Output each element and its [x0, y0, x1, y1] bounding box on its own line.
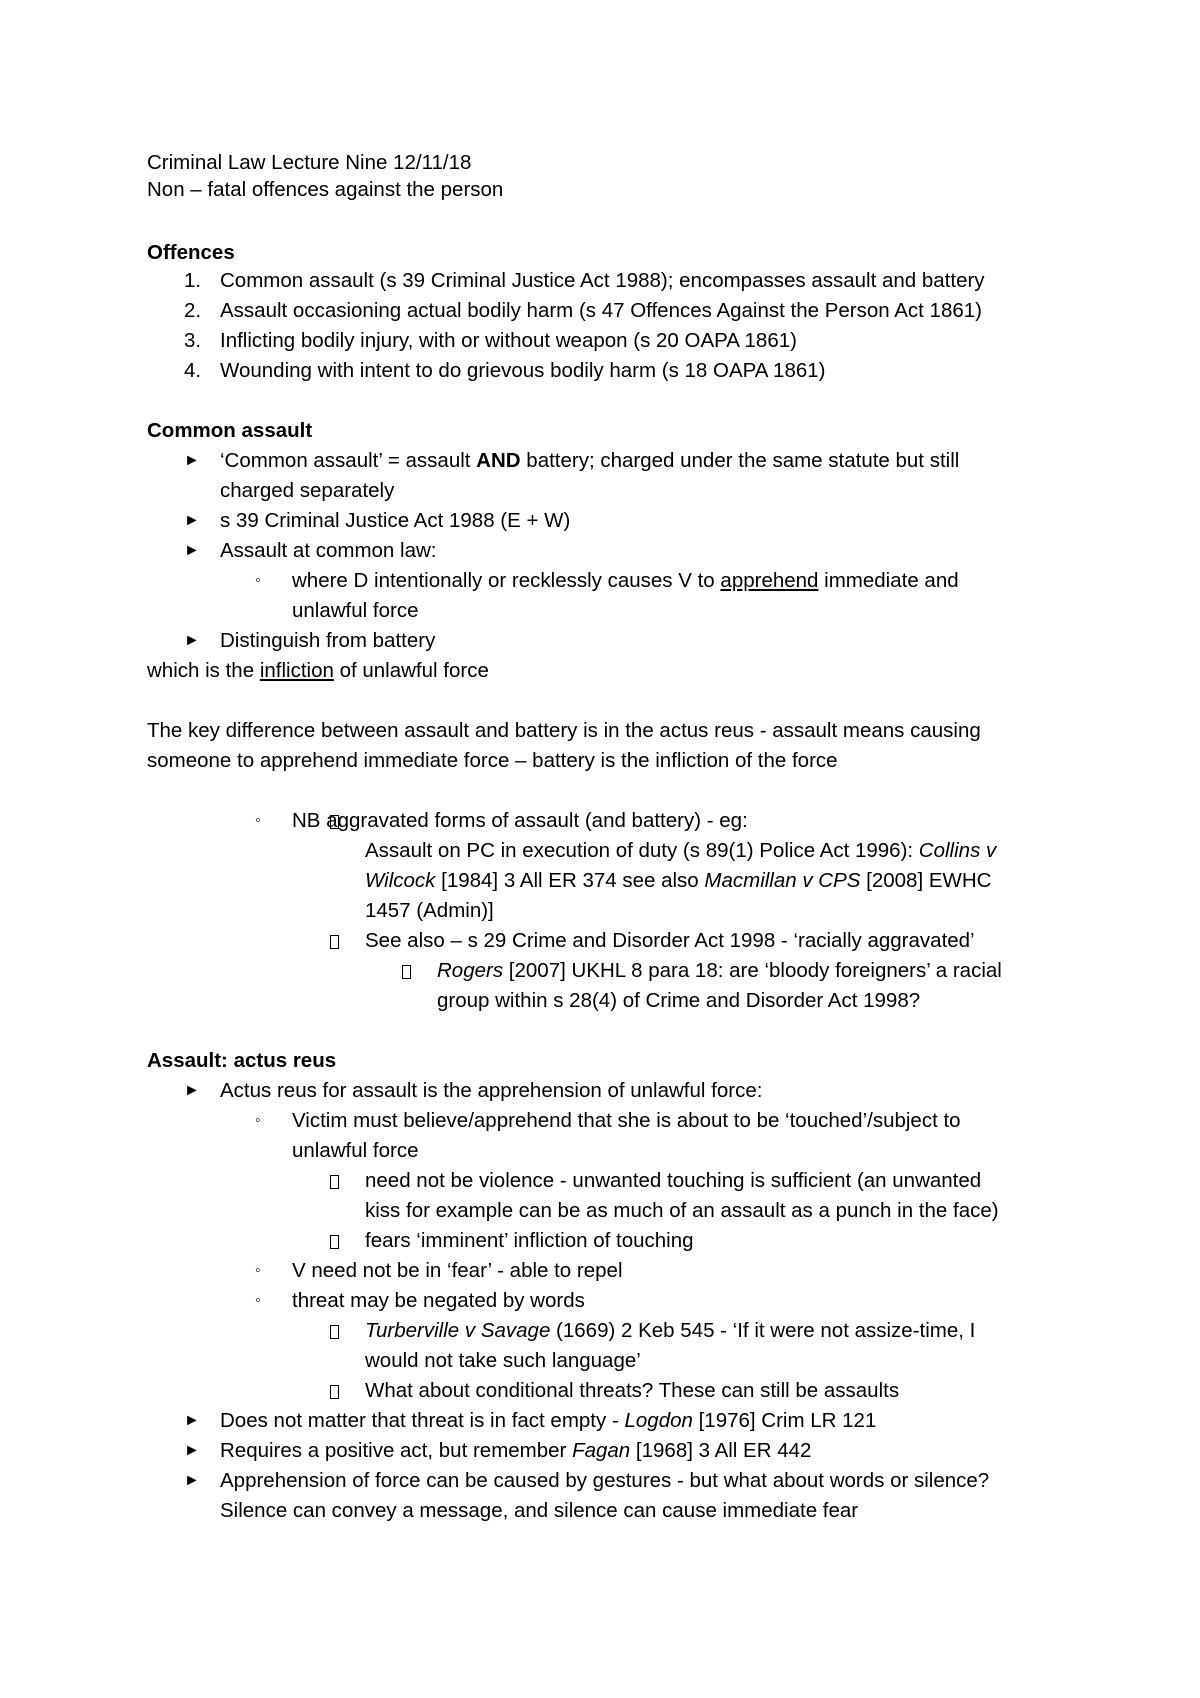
square-bullet-icon — [330, 815, 339, 829]
sub-bullet-text-continued: unlawful force — [292, 599, 419, 622]
offence-number: 3. — [184, 329, 202, 352]
paragraph-text: someone to apprehend immediate force – battery is the infliction of the force — [147, 749, 838, 772]
offence-item: Assault occasioning actual bodily harm (s 47 Offences Against the Person Act 1861) — [220, 299, 982, 322]
tertiary-bullet-text-continued: would not take such language’ — [365, 1349, 641, 1372]
bullet-text: ‘Common assault’ = assault AND battery; charged under the same statute but still — [220, 449, 960, 472]
bullet-text-continued: Silence can convey a message, and silence can cause immediate fear — [220, 1499, 859, 1522]
square-bullet-icon — [402, 965, 411, 979]
circle-bullet-icon: ◦ — [255, 1262, 261, 1279]
bullet-text: Requires a positive act, but remember Fagan [1968] 3 All ER 442 — [220, 1439, 812, 1462]
document-title: Criminal Law Lecture Nine 12/11/18 — [147, 151, 472, 174]
square-bullet-icon — [330, 1385, 339, 1399]
bullet-text: Actus reus for assault is the apprehension of unlawful force: — [220, 1079, 763, 1102]
bullet-text-continued: charged separately — [220, 479, 395, 502]
triangle-bullet-icon: ► — [184, 542, 200, 559]
tertiary-bullet-text: need not be violence - unwanted touching is sufficient (an unwanted — [365, 1169, 982, 1192]
circle-bullet-icon: ◦ — [255, 572, 261, 589]
quaternary-bullet-text: Rogers [2007] UKHL 8 para 18: are ‘bloody foreigners’ a racial — [437, 959, 1002, 982]
sub-bullet-text: where D intentionally or recklessly causes V to apprehend immediate and — [292, 569, 959, 592]
actus-reus-heading: Assault: actus reus — [147, 1049, 337, 1072]
paragraph-text: The key difference between assault and battery is in the actus reus - assault means causing — [147, 719, 981, 742]
common-assault-heading: Common assault — [147, 419, 313, 442]
sub-bullet-text: Victim must believe/apprehend that she is about to be ‘touched’/subject to — [292, 1109, 961, 1132]
offence-number: 1. — [184, 269, 202, 292]
triangle-bullet-icon: ► — [184, 1442, 200, 1459]
tertiary-bullet-text: Assault on PC in execution of duty (s 89(1) Police Act 1996): Collins v — [365, 839, 997, 862]
sub-bullet-text: NB aggravated forms of assault (and battery) - eg: — [292, 809, 748, 832]
quaternary-bullet-text-continued: group within s 28(4) of Crime and Disorder Act 1998? — [437, 989, 921, 1012]
circle-bullet-icon: ◦ — [255, 1112, 261, 1129]
tertiary-bullet-text: fears ‘imminent’ infliction of touching — [365, 1229, 694, 1252]
triangle-bullet-icon: ► — [184, 512, 200, 529]
tertiary-bullet-text: What about conditional threats? These can still be assaults — [365, 1379, 900, 1402]
offence-number: 2. — [184, 299, 202, 322]
tertiary-bullet-text-continued: Wilcock [1984] 3 All ER 374 see also Macmillan v CPS [2008] EWHC — [365, 869, 992, 892]
triangle-bullet-icon: ► — [184, 452, 200, 469]
offences-heading: Offences — [147, 241, 235, 264]
triangle-bullet-icon: ► — [184, 1082, 200, 1099]
bullet-text: Apprehension of force can be caused by gestures - but what about words or silence? — [220, 1469, 990, 1492]
body-text: which is the infliction of unlawful force — [147, 659, 489, 682]
document-subtitle: Non – fatal offences against the person — [147, 178, 504, 201]
square-bullet-icon — [330, 935, 339, 949]
sub-bullet-text: V need not be in ‘fear’ - able to repel — [292, 1259, 623, 1282]
square-bullet-icon — [330, 1175, 339, 1189]
bullet-text: Does not matter that threat is in fact empty - Logdon [1976] Crim LR 121 — [220, 1409, 877, 1432]
offence-item: Wounding with intent to do grievous bodily harm (s 18 OAPA 1861) — [220, 359, 826, 382]
tertiary-bullet-text-continued: 1457 (Admin)] — [365, 899, 494, 922]
sub-bullet-text-continued: unlawful force — [292, 1139, 419, 1162]
tertiary-bullet-text: See also – s 29 Crime and Disorder Act 1998 - ‘racially aggravated’ — [365, 929, 975, 952]
circle-bullet-icon: ◦ — [255, 1292, 261, 1309]
bullet-text: Distinguish from battery — [220, 629, 436, 652]
tertiary-bullet-text-continued: kiss for example can be as much of an assault as a punch in the face) — [365, 1199, 999, 1222]
square-bullet-icon — [330, 1325, 339, 1339]
tertiary-bullet-text: Turberville v Savage (1669) 2 Keb 545 - ‘If it were not assize-time, I — [365, 1319, 976, 1342]
offence-item: Inflicting bodily injury, with or without weapon (s 20 OAPA 1861) — [220, 329, 797, 352]
triangle-bullet-icon: ► — [184, 632, 200, 649]
offence-item: Common assault (s 39 Criminal Justice Act 1988); encompasses assault and battery — [220, 269, 985, 292]
sub-bullet-text: threat may be negated by words — [292, 1289, 585, 1312]
square-bullet-icon — [330, 1235, 339, 1249]
bullet-text: s 39 Criminal Justice Act 1988 (E + W) — [220, 509, 571, 532]
triangle-bullet-icon: ► — [184, 1412, 200, 1429]
bullet-text: Assault at common law: — [220, 539, 437, 562]
circle-bullet-icon: ◦ — [255, 812, 261, 829]
triangle-bullet-icon: ► — [184, 1472, 200, 1489]
offence-number: 4. — [184, 359, 202, 382]
